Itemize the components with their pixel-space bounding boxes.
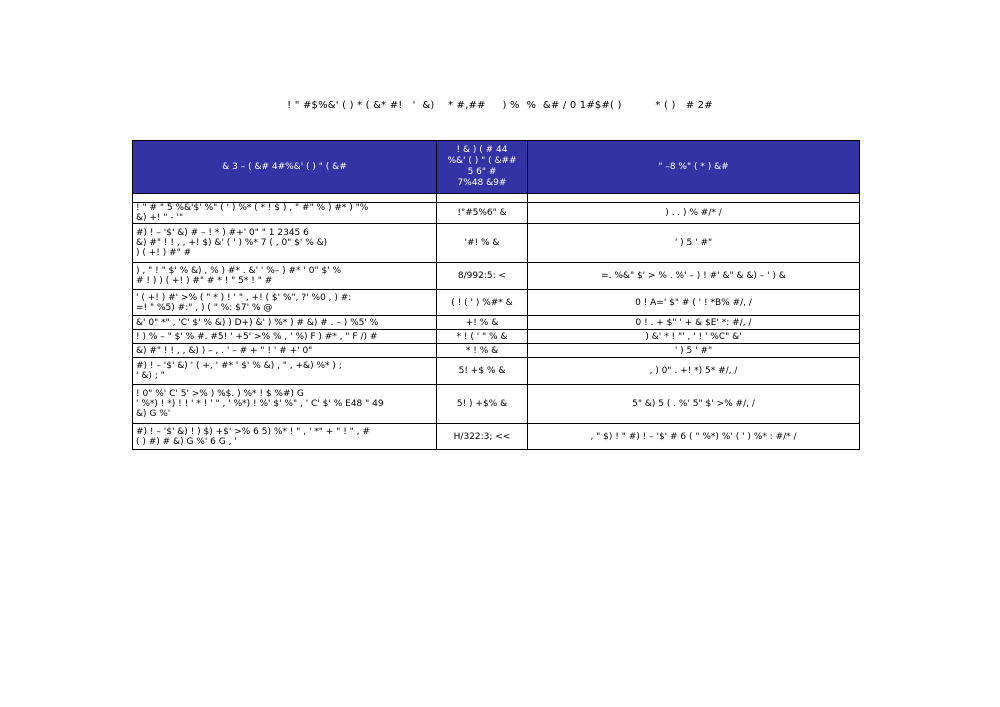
table-row — [133, 344, 860, 358]
table-row — [133, 316, 860, 330]
column-header: ! & ) ( # 44 %&' ( ) " ( &## 5 6" # 7%48 &9# — [437, 141, 528, 194]
page-title: ! " #$%&' ( ) * ( &* #! ' &) * #,## ) % % &# / 0 1#$#( ) * ( ) # 2# — [287, 100, 713, 111]
table-cell: ! ) % – " $' % #. #5! ' +5' >% % , ' %) F ) #* , " F /) # — [133, 330, 437, 344]
report-table — [132, 140, 860, 450]
table-header-row — [133, 141, 860, 194]
table-cell: #) ! – '$' &) ! ) $) +$' >% 6 5) %* ! " , ' *" + " ! " , # ( ) #) # &) G %' 6 G , ' — [133, 424, 437, 450]
table-cell: ' ) 5 ' #" — [528, 344, 860, 358]
table-cell: #) ! – '$' &) ' ( +, ' #* ' $' % &) , " , +&) %* ) ; ' &) ; " — [133, 358, 437, 385]
table-cell: ! 0" %' C' 5' >% ) %$. ) %* ! $ %#) G ' %*) ! *) ! ! ' * ! ' " , ' %*) ! %' $' %" , ' C' $' % E48 " 49 &) G %' — [133, 385, 437, 424]
table-cell: !"#5%6" & — [437, 203, 528, 224]
table-cell: , " $) ! " #) ! – '$' # 6 ( " %*) %' ( ' ) %* : #/* / — [528, 424, 860, 450]
table-cell: ) &' * ! "' , ' ! ' %C" &' — [528, 330, 860, 344]
table-cell: ( ! ( ' ) %#* & — [437, 290, 528, 316]
column-header: & 3 – ( &# 4#%&' ( ) " ( &# — [133, 141, 437, 194]
table-cell: 0 ! A=' $" # ( ' ! *B% #/, / — [528, 290, 860, 316]
table-row — [133, 263, 860, 290]
table-cell: H/322:3; << — [437, 424, 528, 450]
table-cell: 0 ! . + $" ' + & $E' *: #/, / — [528, 316, 860, 330]
table-row — [133, 330, 860, 344]
table-cell: ' ( +! ) #' >% ( " * ) ! ' " , +! ( $' %", ?' %0 , ) #: =! " %5) #:" , ) ( " %: $7' % @ — [133, 290, 437, 316]
table-cell: &) #" ! ! , , &) ) – , . ' – # + " ! ' # +' 0" — [133, 344, 437, 358]
table-row — [133, 224, 860, 263]
table-cell: &' 0" *" , 'C' $' % &) ) D+) &' ) %* ) # &) # . – ) %5' % — [133, 316, 437, 330]
table-cell: * ! % & — [437, 344, 528, 358]
table-cell: 5" &) 5 ( . %' 5" $' >% #/, / — [528, 385, 860, 424]
table-row — [133, 424, 860, 450]
table-cell: ! " # " 5 %&'$' %" ( ' ) %* ( * ! $ ) , " #" % ) #* ) "% &) +! " - '" — [133, 203, 437, 224]
table-cell: 5! +$ % & — [437, 358, 528, 385]
column-header: " –8 %" ( * ) &# — [528, 141, 860, 194]
table-cell: 5! ) +$% & — [437, 385, 528, 424]
table-cell: #) ! – '$' &) # – ! * ) #+' 0" " 1 2345 6 &) #" ! ! , , +! $) &' ( ' ) %* 7 ( , 0" $' % &) ) ( +! ) #" # — [133, 224, 437, 263]
table-cell: +! % & — [437, 316, 528, 330]
table-cell: ) , " ! " $' % &) , % ) #* . &' ' %– ) #* ' 0" $' % # ! ) ) ( +! ) #" # * ! " 5* ! " # — [133, 263, 437, 290]
table-row — [133, 290, 860, 316]
table-row — [133, 385, 860, 424]
table-cell: '#! % & — [437, 224, 528, 263]
table-cell: ' ) 5 ' #" — [528, 224, 860, 263]
table-cell: , ) 0" . +! *) 5* #/, / — [528, 358, 860, 385]
table-row — [133, 203, 860, 224]
table-row — [133, 358, 860, 385]
table-cell: =. %&" $' > % . %' – ) ! #' &" & &) – ' ) & — [528, 263, 860, 290]
table-cell: * ! ( ' " % & — [437, 330, 528, 344]
table-cell: ) . . ) % #/* / — [528, 203, 860, 224]
table-cell: 8/992:5: < — [437, 263, 528, 290]
spacer-row — [133, 194, 860, 203]
